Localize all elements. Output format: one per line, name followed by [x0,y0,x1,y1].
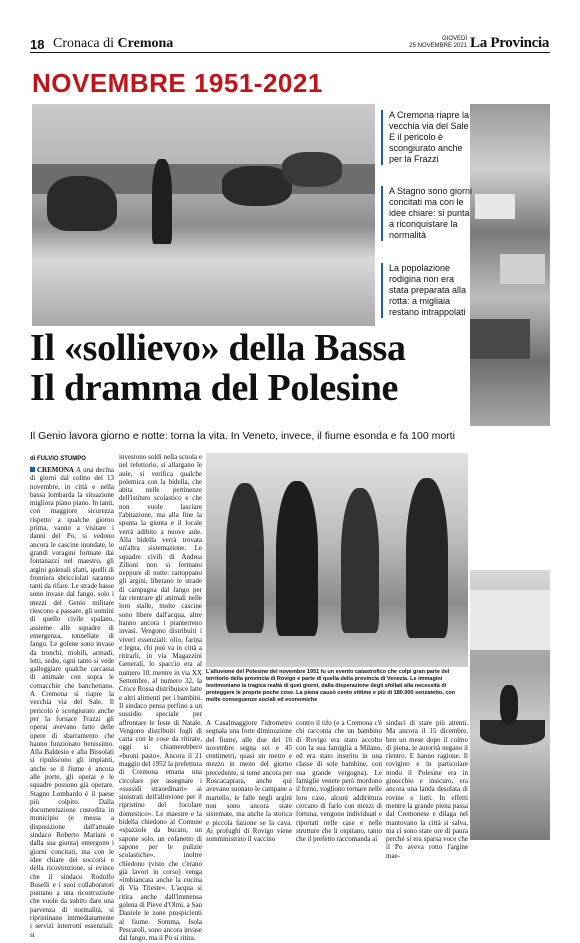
photo-shape [152,159,172,244]
caption-3: La popolazione rodigina non era stata preparata alla rotta: a migliaia restano intrappolati [381,263,473,318]
page-header [0,0,580,52]
headline [30,328,406,408]
issue-day: GIOVEDÌ [441,36,467,42]
article-column-1 [30,466,114,939]
byline: di FULVIO STUMPO [30,456,86,462]
lead-bullet-icon [30,467,35,472]
caption-1: A Cremona riapre la vecchia via del Sale E il pericolo è scongiurato anche per la Frazzi [381,110,473,165]
section-city: Cremona [117,36,174,51]
photo-shape [341,488,379,633]
issue-date-text: 25 NOVEMBRE 2021 [409,43,467,49]
photo-shape [475,194,515,219]
photo-shape [282,152,342,187]
dateline: CREMONA [37,466,74,474]
headline-line-1: Il «sollievo» della Bassa [30,327,406,369]
page-number: 18 [30,37,45,52]
photo-caption: L'alluvione del Polesine del novembre 1951 fu un evento catastrofico che colpì gran parte del territorio della provincia di Rovigo e parte di quella della provincia di Venezia. Le immagini testimoniano la tragica realtà di quei giorni, dalla disperazione degli sfollati alla necessità di proteggere le proprie poche cose. La piena causò cento vittime e più di 180.000 senzatetto, con molte conseguenze sociali ed economiche [206,669,456,703]
refugee-women-photo [206,453,468,667]
photo-shape [406,478,448,638]
article-column-5: sindaci di stare più attenti. Ma ancora il 15 dicembre, ben un mese dopo il colmo di piena, le autorità negano il rientro. E hanno ragione. Il rovigino e in particolare modo il Polesine era in ginocchio e insicuro, era ancora una landa desolata di rovine e lutti. In effetti mentre la grande piena passa dal Cremonese e dilaga nel mantovano la città si salva, ma ci sono state ore di paura perché si era sparsa voce che il Po aveva rotto l'argine mae- [386,719,468,860]
header-rule [30,52,550,53]
caption-2: A Stagno sono giorni concitati ma con le idee chiare: si punta a riconquistare la normalità [381,186,473,241]
headline-line-2: Il dramma del Polesine [30,367,399,409]
article-text: A una decina di giorni dal colmo del 13 novembre, in città e nella bassa lombarda la situazione migliora piano piano. In tanti, con maggiore sicurezza rispetto a qualche giorno prima, vanno a visitare i danni del Po, si vedono ancora le cascine inondate, le grandi voragini formate dai fontanazzi nel maestro, gli argini golenali sfatti, quelli di frontiera sbricciolati saranno tanti da rifare. Le strade basse sono invase dal fango, solo i mezzi del Genio militare riescono a passare, gli uomini di quello civile spalano, assieme alle squadre di emergenza, tonnellate di fango. Le golene sono invase da tronchi, mobili, armadi, letti, sedie, ogni tanto si vede galleggiare qualche carcassa di animale con sopra le cornacchie che banchettano. A Cremona si riapre la vecchia via del Sale. Il pericolo è scongiurato anche per la fornace Frazzi gli operai avevano fatto delle opere di sbarramento che hanno funzionato benissimo. Alla Baldesio e alla Bissolati si ripuliscono gli impianti, anche se il fiume è ancora alle porte, gli operai e le squadre possono già operare. Stagno Lombardo è il paese più colpito. Dalla documentazione custodita in municipio (e messa a disposizione dall'attuale sindaco Roberto Mariani e dalla sua giunta) emergono i giorni concitati, ma con le idee chiare dei soccorsi e della ricostruzione, si evince che il sindaco Rodolfo Boselli e i suoi collaboratori puntano a una ricostruzione che vuole da subito dare una parvenza di normalità, si ripristinano immediatamente i servizi interrotti essenziali: si [30,466,114,939]
boat-rescue-photo [470,570,550,840]
flood-photo-cattle [32,104,375,326]
photo-shape [47,176,117,231]
photo-shape [276,481,318,636]
photo-shape [470,590,550,650]
photo-shape [470,319,530,359]
article-column-4: contro il tifo (e a Cremona c'è chi racconta che un bambino di Rovigo era stato accolto con la sua famiglia a Milano, ed era stato inserito in una classe di sole bambine, con sua grande vergogna). Le famiglie venete però mordono il freno, vogliono tornare nelle loro case, alcuni addirittura cercano di farlo con mezzi di fortuna, vengono individuati e riportati nelle case e nelle strutture che li ospitano, tanto che il prefetto raccomanda ai [296,719,382,844]
section-label: Cronaca di [53,36,115,51]
section-title [53,36,173,52]
newspaper-logo: La Provincia [470,35,550,51]
article-column-3: A Casalmaggiore l'idrometro segnala una forte diminuzione del fiume, alle due del 16 novembre segna sei e 45 centimetri, quasi un metro e mezzo in meno del giorno precedente, si teme ancora per Roscacaprara, anche qui avevano suonato le campane a martello, le falle negli argini non sono ancora state sistemate, ma anche la storica e piccola fazione se la cava. Ai profughi di Rovigo viene somministrato il vaccino [206,719,292,844]
photo-shape [226,483,264,633]
subtitle: Il Genio lavora giorno e notte: torna la vita. In Veneto, invece, il fiume esonda e fa 100 morti [30,430,455,442]
article-column-2: investono soldi nella scuola e nel refettorio, si allargano le aule, si verifica qualche polemica con la bidella, che abita nelle pertinenze dell'istituto scolastico e che non vuole lasciare l'abitazione, ma alla fine la spunta la giunta e il locale verrà adibito a nuove aule. Alla bidella verrà trovata un'altra sistemazione. Le squadre civili di Andrea Zilioni non si fermano neppure di notte: rattoppano gli argini, liberano le strade di campagna dal fango per far rientrare gli animali nelle loro stalle, molte cascine sono libere dall'acqua, altre hanno ancora i pianterreno invasi. Vengono distribuiti i viveri essenziali: olio, farina e legna, chi può va in città a ritirarli, in via Magazzini Generali, lo spaccio era al numero 10, mentre in via XX Settembre, al numero 32, la Croce Rossa distribuisce latte e altri alimenti per i bambini. Il sindaco pensa perfino a un sussidio speciale per affrontare le feste di Natale. Vengono distribuiti fogli di carta con le cose da ritirare, oggi si chiamerebbero «buoni pasto». Ancora il 21 maggio del 1952 la prefettura di Cremona emana una circolare per assegnare i «sussidi straordinari» ai sinistrati dell'alluvione per il ripristino del focolare domestico». Le maestre e la bidella chiedono al Comune «spazzole da bucato, un sapone solo, un cofanetto di sapone per le pulizie scolastiche», inoltre chiedono (visto che c'erano già lavori in corso) venga «imbiancata anche la cucina di Via Trieste». L'acqua si ritira anche dall'immensa golena di Pieve d'Olmi, a San Daniele le zone prospicienti al fiume. Somma, Isola Pescaroli, sono ancora invase dal fango, ma il Po si ritira. [119,453,203,943]
kicker: NOVEMBRE 1951-2021 [32,68,323,98]
flooded-town-aerial-photo [470,104,550,426]
photo-shape [500,254,545,284]
photo-shape [500,685,518,725]
issue-date [403,36,467,50]
